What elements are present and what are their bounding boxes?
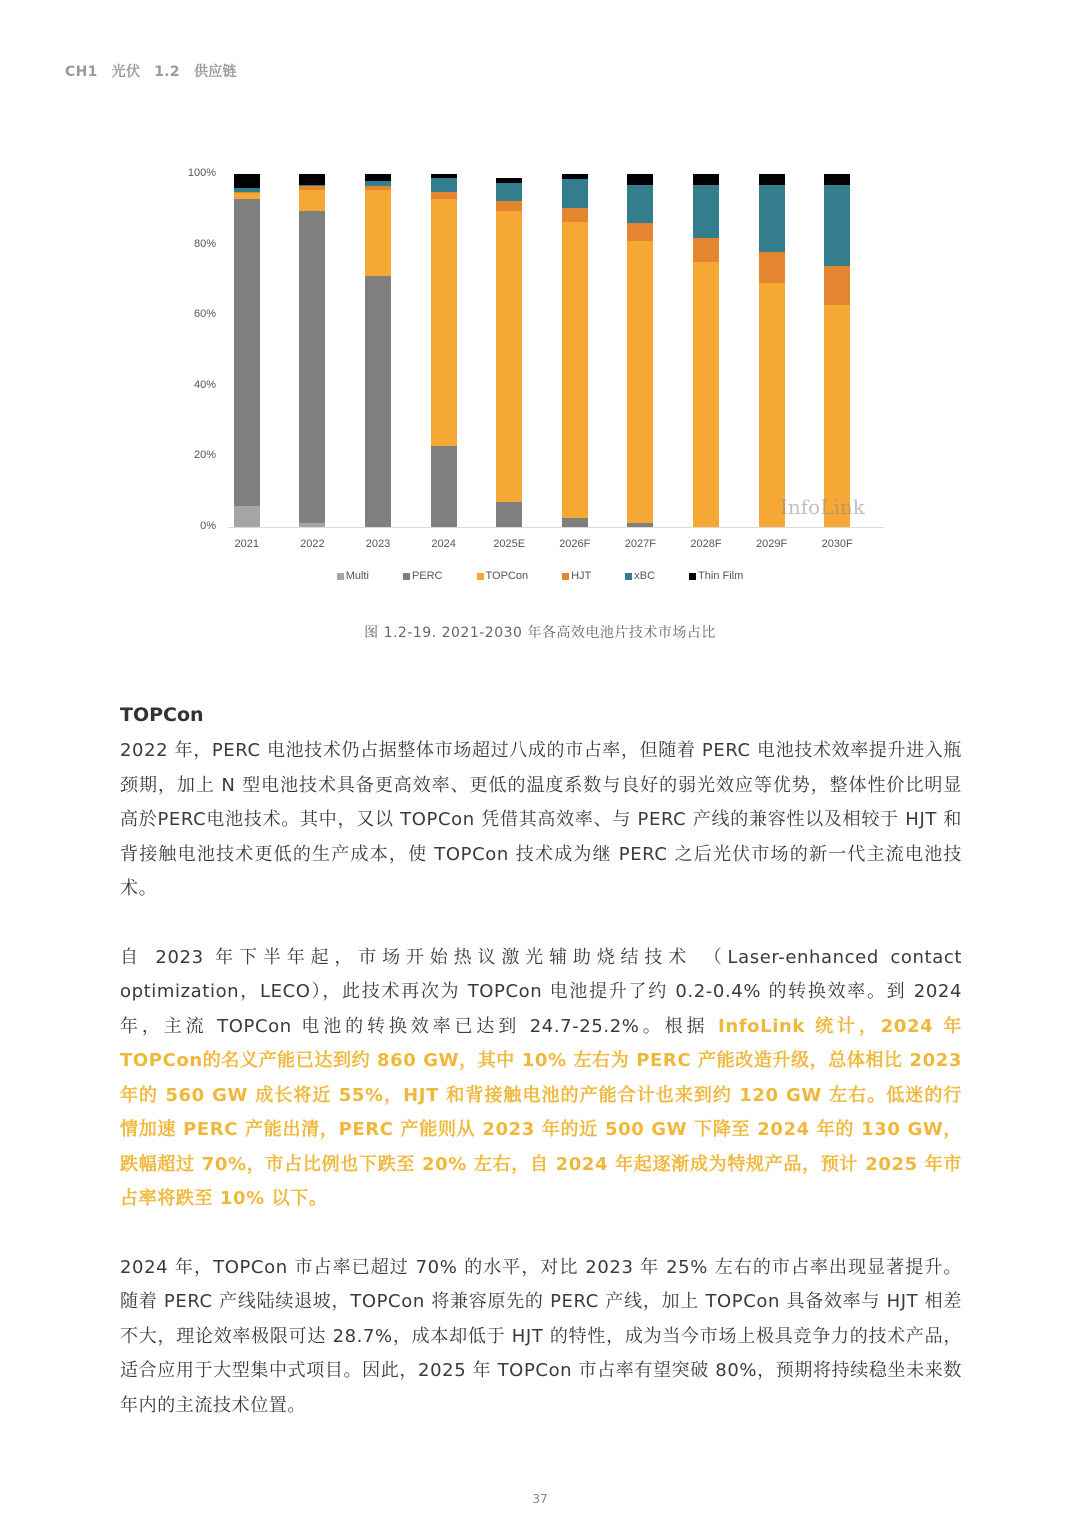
x-tick-label: 2027F — [624, 538, 656, 550]
x-tick-label: 2028F — [690, 538, 722, 550]
segment-xbc — [759, 185, 785, 252]
bar-2024 — [431, 174, 457, 527]
paragraph-3: 2024 年，TOPCon 市占率已超过 70% 的水平，对比 2023 年 25% 左右的市占率出现显著提升。随着 PERC 产线陆续退坡，TOPCon 将兼容原先的 PERC 产线，加上 TOPCon 具备效率与 HJT 相差不大，理论效率极限可达 28.7%，成本却低于 HJT 的特性，成为当今市场上极具竞争力的技术产品，适合应用于大型集中式项目。因此，2025 年 TOPCon 市占率有望突破 80%，预期将持续稳坐未来数年内的主流技术位置。 — [120, 1256, 962, 1416]
segment-perc — [299, 211, 325, 523]
legend-item-xbc — [625, 570, 655, 582]
segment-topcon — [365, 190, 391, 276]
legend-swatch-icon — [625, 573, 632, 580]
legend-swatch-icon — [337, 573, 344, 580]
segment-multi — [234, 506, 260, 527]
y-tick-label: 100% — [187, 167, 216, 179]
legend-swatch-icon — [403, 573, 410, 580]
segment-xbc — [693, 185, 719, 238]
segment-xbc — [627, 185, 653, 224]
figure-caption: 图 1.2-19. 2021-2030 年各高效电池片技术市场占比 — [364, 625, 716, 641]
segment-hjt — [824, 266, 850, 305]
legend-item-topcon — [477, 570, 529, 582]
segment-thin-film — [759, 174, 785, 185]
paragraph-1: 2022 年，PERC 电池技术仍占据整体市场超过八成的市占率，但随着 PERC 电池技术效率提升进入瓶颈期，加上 N 型电池技术具备更高效率、更低的温度系数与良好的弱光效应等优势，整体性价比明显高於PERC电池技术。其中，又以 TOPCon 凭借其高效率、与 PERC 产线的兼容性以及相较于 HJT 和背接触电池技术更低的生产成本，使 TOPCon 技术成为继 PERC 之后光伏市场的新一代主流电池技术。 — [120, 740, 962, 899]
chapter-label: CH1 — [65, 64, 98, 80]
segment-hjt — [562, 208, 588, 222]
x-tick-label: 2030F — [821, 538, 853, 550]
paragraph-2 — [120, 941, 962, 1217]
segment-hjt — [693, 238, 719, 263]
y-tick-label: 40% — [193, 378, 216, 391]
legend-swatch-icon — [689, 573, 696, 580]
segment-hjt — [431, 192, 457, 199]
legend-swatch-icon — [562, 573, 569, 580]
segment-thin-film — [824, 174, 850, 185]
legend-label: xBC — [634, 570, 656, 582]
chapter-title: 光伏 — [111, 64, 141, 80]
bar-2026F — [562, 174, 588, 527]
segment-topcon — [562, 222, 588, 519]
section-number: 1.2 — [154, 64, 180, 80]
watermark: InfoLink — [780, 495, 865, 519]
y-tick-label: 20% — [193, 449, 216, 462]
x-tick-label: 2021 — [234, 538, 260, 550]
segment-perc — [431, 446, 457, 527]
bar-2029F — [759, 174, 785, 527]
x-tick-label: 2026F — [559, 538, 591, 550]
legend-label: HJT — [571, 570, 592, 582]
bar-2030F — [824, 174, 850, 527]
bar-2025E — [496, 178, 522, 527]
y-tick-label: 0% — [200, 520, 216, 532]
legend-item-perc — [403, 570, 443, 582]
segment-perc — [496, 502, 522, 527]
segment-perc — [234, 199, 260, 506]
bar-2027F — [627, 174, 653, 527]
segment-topcon — [431, 199, 457, 446]
legend-item-multi — [337, 570, 369, 582]
segment-topcon — [824, 305, 850, 527]
paragraph-2-highlight: InfoLink 统计，2024 年 TOPCon的名义产能已达到约 860 GW，其中 10% 左右为 PERC 产能改造升级，总体相比 2023 年的 560 GW 成长将近 55%，HJT 和背接触电池的产能合计也来到约 120 GW 左右。低迷的行情加速 PERC 产能出清，PERC 产能则从 2023 年的近 500 GW 下降至 2024 年的 130 GW，跌幅超过 70%，市占比例也下跌至 20% 左右，自 2024 年起逐渐成为特规产品，预计 2025 年市占率将跌至 10% 以下。 — [120, 1015, 962, 1209]
y-tick-label: 80% — [193, 237, 216, 250]
stacked-bar-chart — [180, 160, 900, 600]
bar-2023 — [365, 174, 391, 527]
x-tick-label: 2023 — [365, 538, 391, 550]
y-tick-label: 60% — [193, 308, 216, 321]
x-tick-label: 2022 — [300, 538, 325, 550]
segment-thin-film — [365, 174, 391, 181]
body-content — [120, 700, 962, 1457]
segment-xbc — [824, 185, 850, 266]
segment-thin-film — [693, 174, 719, 185]
legend-label: PERC — [411, 570, 443, 582]
segment-topcon — [627, 241, 653, 523]
segment-topcon — [759, 283, 785, 527]
segment-hjt — [496, 201, 522, 212]
legend-label: Multi — [345, 570, 369, 582]
legend-item-hjt — [562, 570, 591, 582]
segment-topcon — [693, 262, 719, 527]
page-number: 37 — [532, 1492, 548, 1506]
running-header — [65, 61, 251, 81]
x-tick-label: 2025E — [493, 538, 526, 550]
segment-hjt — [759, 252, 785, 284]
segment-topcon — [299, 190, 325, 211]
segment-xbc — [431, 178, 457, 192]
segment-perc — [365, 276, 391, 527]
section-title: 供应链 — [193, 64, 237, 80]
bar-2022 — [299, 174, 325, 527]
section-heading: TOPCon — [120, 704, 204, 726]
segment-hjt — [627, 223, 653, 241]
legend-label: TOPCon — [485, 570, 529, 582]
segment-thin-film — [234, 174, 260, 188]
segment-thin-film — [299, 174, 325, 185]
x-axis-line — [228, 527, 884, 528]
legend-item-thin-film — [689, 570, 743, 582]
legend-label: Thin Film — [698, 570, 744, 582]
legend-swatch-icon — [477, 573, 484, 580]
segment-xbc — [496, 183, 522, 201]
plot-area — [228, 174, 884, 527]
segment-thin-film — [627, 174, 653, 185]
bar-2021 — [234, 174, 260, 527]
segment-perc — [562, 518, 588, 527]
x-tick-label: 2024 — [431, 538, 456, 550]
x-tick-label: 2029F — [755, 538, 788, 550]
segment-topcon — [496, 211, 522, 502]
segment-xbc — [562, 179, 588, 207]
bar-2028F — [693, 174, 719, 527]
chart-legend — [180, 570, 900, 582]
paragraph-2-text: 自 2023 年下半年起，市场开始热议激光辅助烧结技术 （Laser-enhanced contact optimization，LECO），此技术再次为 TOPCon 电池提升了约 0.2-0.4% 的转换效率。到 2024 年，主流 TOPCon 电池的转换效率已达到 24.7-25.2%。根据 — [120, 946, 962, 1037]
